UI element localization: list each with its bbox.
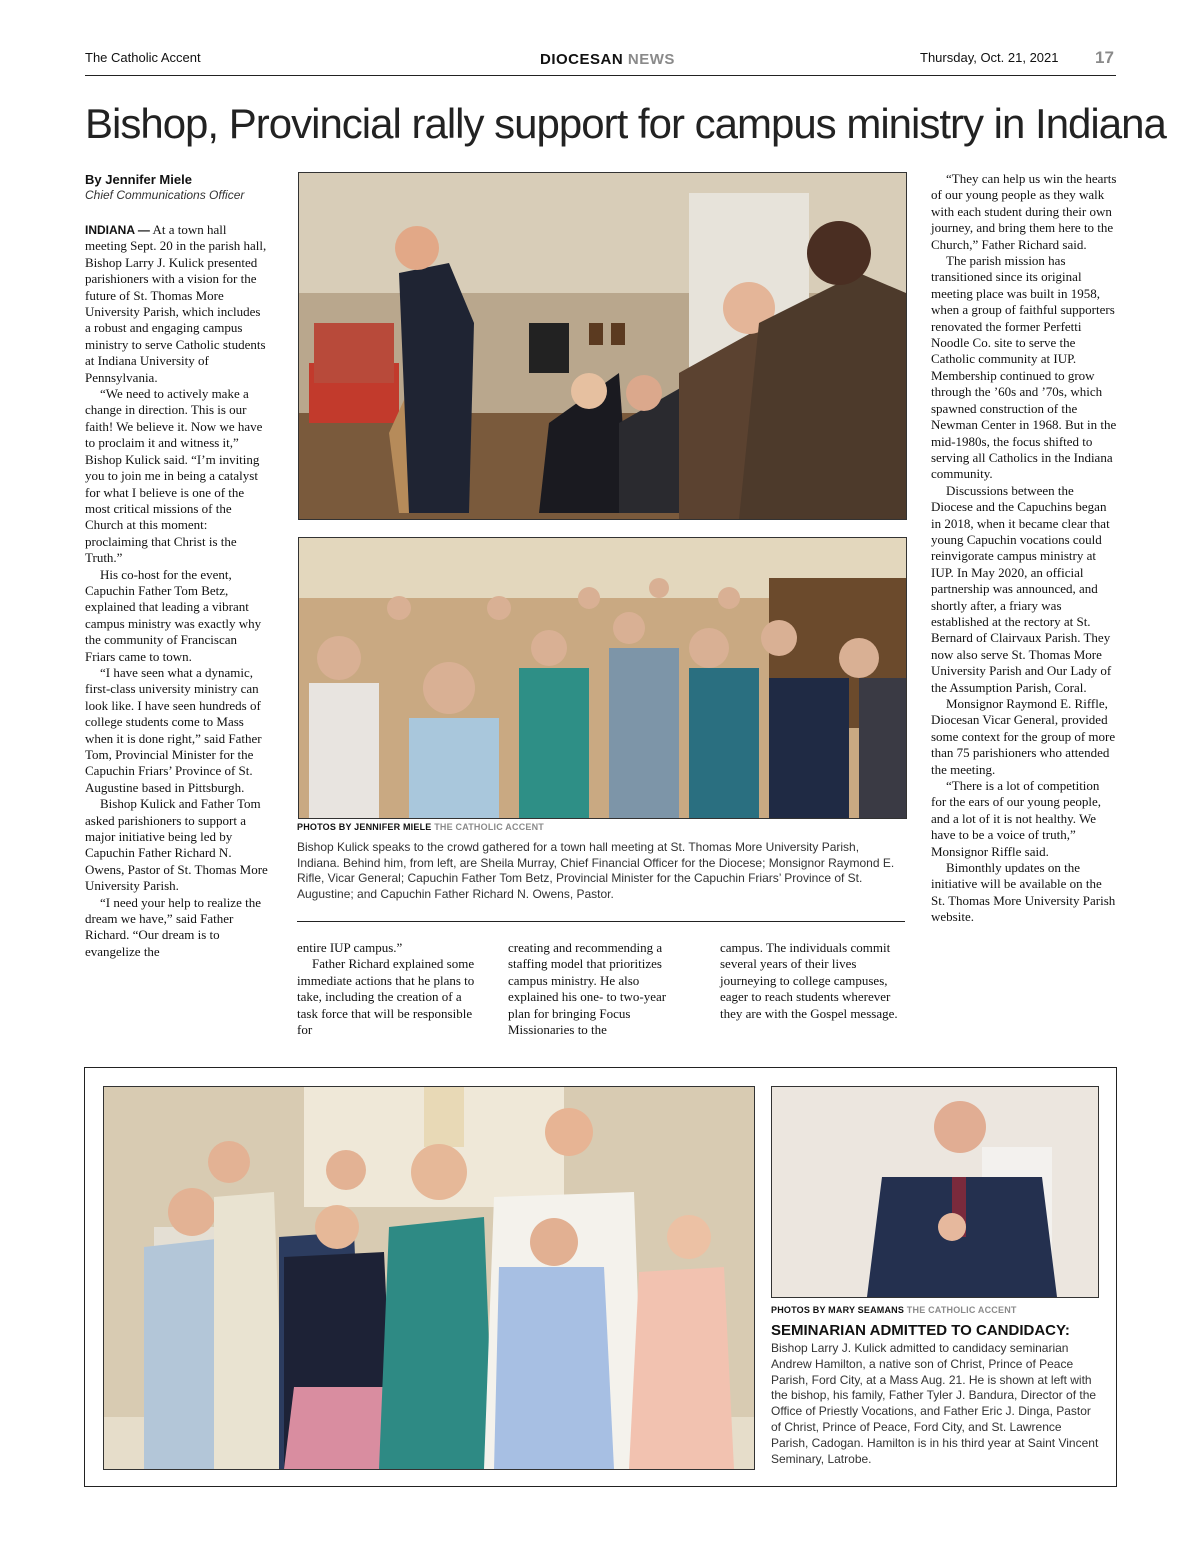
article-column-3 bbox=[508, 940, 690, 1038]
article-paragraph: The parish mission has transitioned since its original meeting place was built in 1958, when a group of faithful supporters renovated the former Perfetti Noodle Co. site to serve the Catholic community at IUP. Membership continued to grow through the ’60s and ’70s, which spawned construction of the Newman Center in 1968. But in the mid-1980s, the focus shifted to serving all Catholics in the Indiana community. bbox=[931, 253, 1117, 482]
caption-divider bbox=[297, 921, 905, 922]
seminarian-photo-credit bbox=[771, 1305, 1017, 1315]
header-divider bbox=[85, 75, 1116, 76]
article-paragraph: Discussions between the Diocese and the Capuchins began in 2018, when it became clear that young Capuchin vocations could reinvigorate campus ministry at IUP. In May 2020, an official partnership was announced, and shortly after, a friary was established at the rectory at St. Bernard of Clairvaux Parish. They now also serve St. Thomas More University Parish and Our Lady of the Assumption Parish, Coral. bbox=[931, 482, 1112, 695]
article-column-2 bbox=[297, 940, 479, 1038]
photo-credit-name: PHOTOS BY JENNIFER MIELE bbox=[297, 822, 432, 832]
photo-credit-pub: THE CATHOLIC ACCENT bbox=[434, 822, 544, 832]
article-paragraph: creating and recommending a staffing model that prioritizes campus ministry. He also explained his one- to two-year plan for bringing Focus Missionaries to the bbox=[508, 940, 667, 1038]
photo-group-image bbox=[104, 1087, 754, 1469]
photo-credit bbox=[297, 822, 544, 832]
section-title-b: NEWS bbox=[627, 51, 675, 68]
photo-bishop-image bbox=[299, 173, 906, 519]
article-paragraph: Father Richard explained some immediate actions that he plans to take, including the creation of a task force that will be responsible for bbox=[297, 956, 475, 1038]
photo-caption: Bishop Kulick speaks to the crowd gathered for a town hall meeting at St. Thomas More University Parish, Indiana. Behind him, from left, are Sheila Murray, Chief Financial Officer for the Diocese; Monsignor Raymond E. Rifle, Vicar General; Capuchin Father Tom Betz, Provincial Minister for the Capuchin Friars’ Province of St. Augustine; and Capuchin Father Richard N. Owens, Pastor. bbox=[297, 840, 895, 901]
article-paragraph: entire IUP campus.” bbox=[297, 940, 403, 955]
article-paragraph: “I need your help to realize the dream we have,” said Father Richard. “Our dream is to evangelize the bbox=[85, 894, 261, 959]
article-paragraph: “They can help us win the hearts of our young people as they walk with each student during their own journey, and bring them here to the Church,” Father Richard said. bbox=[931, 171, 1117, 252]
seminarian-caption: Bishop Larry J. Kulick admitted to candidacy seminarian Andrew Hamilton, a native son of Christ, Prince of Peace Parish, Ford City, at a Mass Aug. 21. He is shown at left with the bishop, his family, Father Tyler J. Bandura, Director of the Office of Priestly Vocations, and Father Eric J. Dinga, Pastor of Christ, Prince of Peace, Ford City, and St. Lawrence Parish, Cadogan. Hamilton is in his third year at Saint Vincent Seminary, Latrobe. bbox=[771, 1341, 1099, 1466]
article-paragraph: Bishop Kulick and Father Tom asked parishioners to support a major initiative being led by Capuchin Father Richard N. Owens, Pastor of St. Thomas More University Parish. bbox=[85, 796, 268, 894]
photo-seminarian-image bbox=[772, 1087, 1098, 1297]
photo-crowd-image bbox=[299, 538, 906, 818]
article-paragraph: “We need to actively make a change in direction. This is our faith! We believe it. Now we have to proclaim it and witness it,” Bishop Kulick said. “I’m inviting you to join me in being a catalyst for what I believe is one of the most critical missions of the Church at this moment: proclaiming that Christ is the Truth.” bbox=[85, 386, 263, 566]
article-paragraph: “I have seen what a dynamic, first-class university ministry can look like. I have seen hundreds of college students come to Mass when it is done right,” said Father Tom, Provincial Minister for the Capuchin Friars’ Province of St. Augustine based in Pittsburgh. bbox=[85, 664, 262, 795]
photo-group-with-bishop bbox=[103, 1086, 755, 1470]
article-paragraph: His co-host for the event, Capuchin Father Tom Betz, explained that leading a vibrant campus ministry was exactly why the community of Franciscan Friars came to town. bbox=[85, 566, 262, 664]
paragraph-text: At a town hall meeting Sept. 20 in the parish hall, Bishop Larry J. Kulick presented parishioners with a vision for the future of St. Thomas More University Parish, which includes a robust and engaging campus ministry to serve Catholic students at Indiana University of Pennsylvania. bbox=[85, 222, 267, 385]
photo-town-hall-crowd bbox=[298, 537, 907, 819]
seminarian-caption-heading: SEMINARIAN ADMITTED TO CANDIDACY: bbox=[771, 1322, 1070, 1339]
byline: By Jennifer Miele bbox=[85, 172, 192, 187]
article-paragraph: Monsignor Raymond E. Riffle, Diocesan Vicar General, provided some context for the group of more than 75 parishioners who attended the meeting. bbox=[931, 696, 1116, 777]
section-title bbox=[540, 51, 675, 68]
article-paragraph: campus. The individuals commit several years of their lives journeying to college campuses, eager to reach students wherever they are with the Gospel message. bbox=[720, 940, 898, 1021]
article-paragraph bbox=[85, 222, 268, 386]
issue-date: Thursday, Oct. 21, 2021 bbox=[920, 50, 1059, 65]
article-headline: Bishop, Provincial rally support for campus ministry in Indiana bbox=[85, 100, 1166, 147]
page-number: 17 bbox=[1095, 48, 1114, 67]
photo-bishop-at-podium bbox=[298, 172, 907, 520]
article-column-1 bbox=[85, 222, 268, 960]
publication-name: The Catholic Accent bbox=[85, 50, 201, 65]
dateline: INDIANA — bbox=[85, 223, 150, 237]
photo-credit-pub: THE CATHOLIC ACCENT bbox=[906, 1305, 1017, 1315]
section-title-a: DIOCESAN bbox=[540, 51, 624, 68]
article-paragraph: Bimonthly updates on the initiative will be available on the St. Thomas More University Parish website. bbox=[931, 860, 1116, 925]
article-column-5 bbox=[931, 171, 1117, 926]
byline-title: Chief Communications Officer bbox=[85, 188, 245, 202]
photo-seminarian bbox=[771, 1086, 1099, 1298]
article-column-4 bbox=[720, 940, 902, 1022]
photo-credit-name: PHOTOS BY MARY SEAMANS bbox=[771, 1305, 905, 1315]
article-paragraph: “There is a lot of competition for the ears of our young people, and a lot of it is not healthy. We have to be a voice of truth,” Monsignor Riffle said. bbox=[931, 778, 1102, 859]
